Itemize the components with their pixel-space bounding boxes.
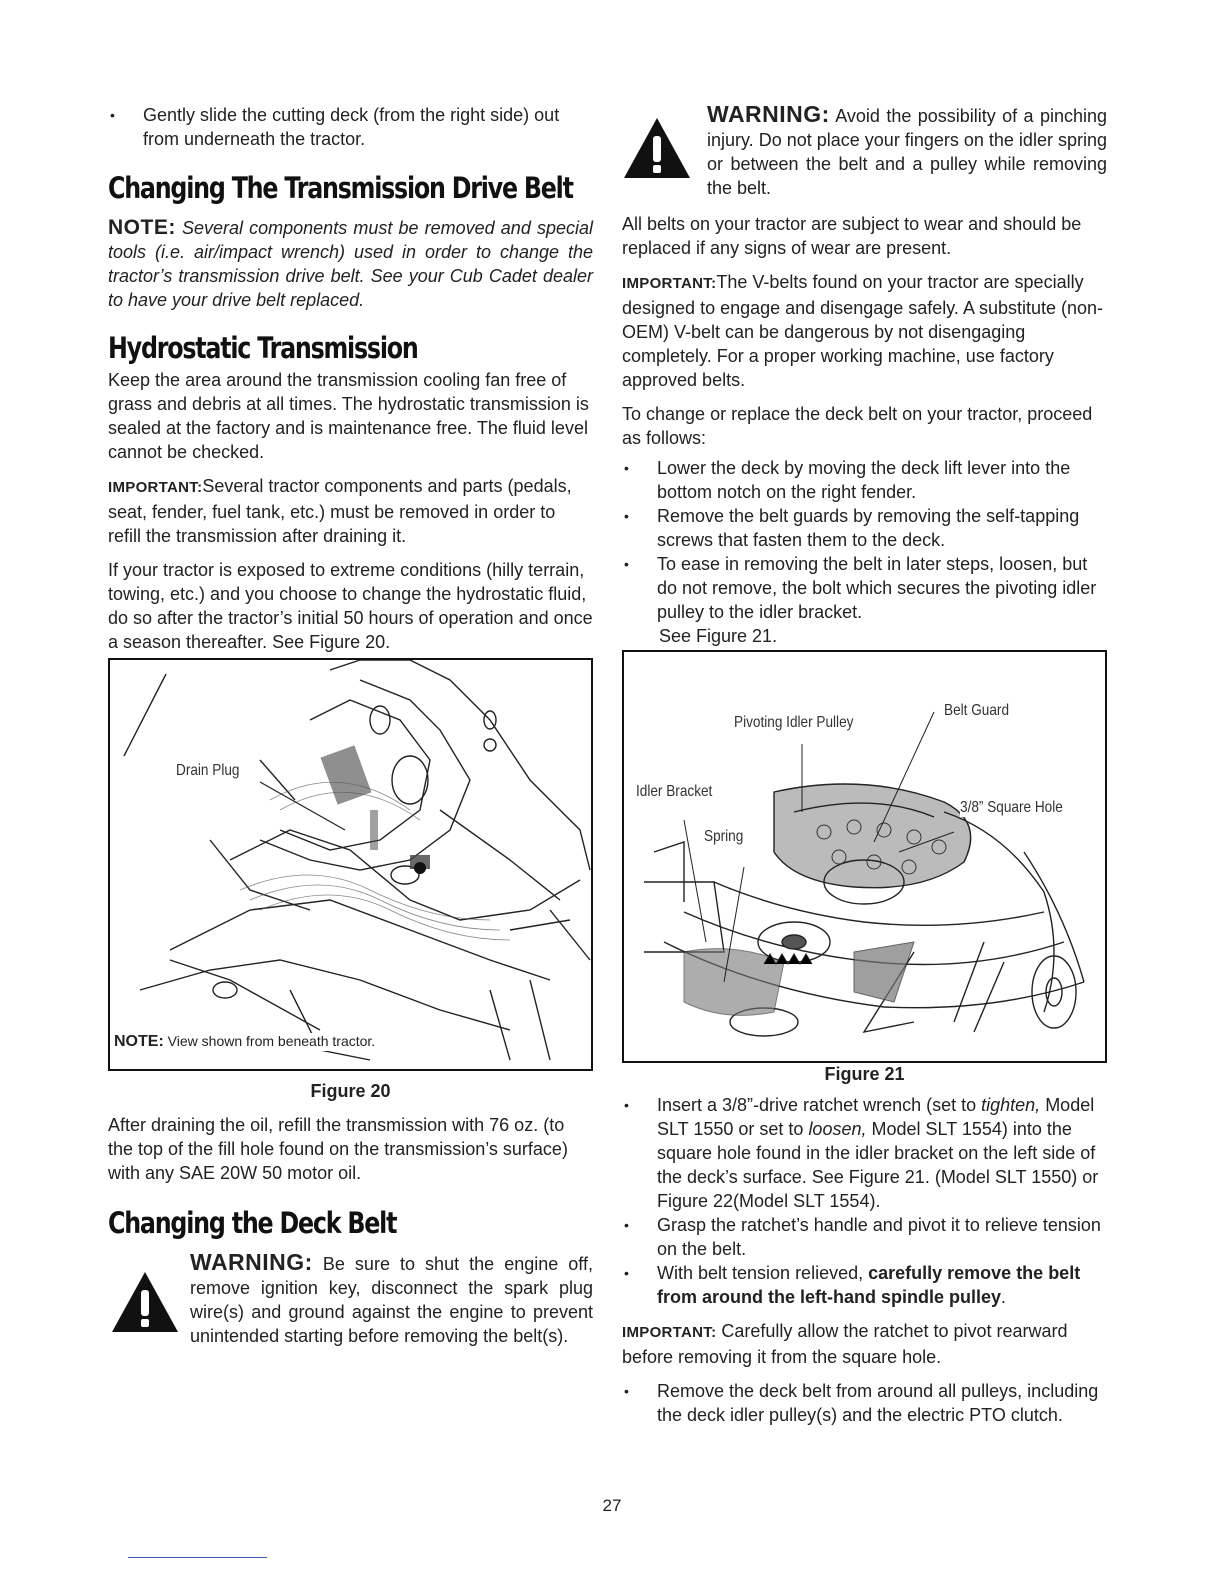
- heading-hydrostatic: Hydrostatic Transmission: [108, 331, 418, 365]
- warning-triangle-icon: [110, 1270, 180, 1334]
- figure-20-caption: Figure 20: [310, 1081, 391, 1101]
- bullet-insert-wrench: [622, 1093, 1107, 1213]
- important-text: The V-belts found on your tractor are specially designed to engage and disengage safely. A substitute (non-OEM) V-belt can be dangerous by not disengaging completely. For a proper working machine, use factory approved belts.: [622, 272, 1104, 390]
- important-ratchet: [622, 1319, 1107, 1369]
- transmission-illustration: [110, 660, 591, 1069]
- warning-body: Be sure to shut the engine off, remove ignition key, disconnect the spark plug wire(s) and ground against the engine to prevent unintended starting before removing the belt(s).: [190, 1254, 593, 1346]
- warning-engine: [108, 1250, 593, 1348]
- deck-illustration: [624, 652, 1105, 1061]
- important-vbelts: [622, 270, 1107, 392]
- footer-line: [128, 1557, 267, 1558]
- label-pivoting-idler-pulley: Pivoting Idler Pulley: [734, 714, 854, 731]
- warning-body: Avoid the possibility of a pinching injury. Do not place your fingers on the idler spring or between the belt and a pulley while removing the belt.: [707, 106, 1107, 198]
- figure-20: [108, 658, 593, 1071]
- figure-21-caption: Figure 21: [824, 1064, 905, 1084]
- insert-tighten: tighten,: [981, 1095, 1041, 1115]
- bullet-remove-belt-spindle: [622, 1261, 1107, 1309]
- to-change-paragraph: To change or replace the deck belt on your tractor, proceed as follows:: [622, 404, 1093, 448]
- bullet-remove-guards: • Remove the belt guards by removing the self-tapping screws that fasten them to the deck.: [622, 504, 1107, 552]
- note-text: Several components must be removed and special tools (i.e. air/impact wrench) used in order to change the tractor’s transmission drive belt. See your Cub Cadet dealer to have your drive belt replaced.: [108, 218, 593, 310]
- figure-21: [622, 650, 1107, 1063]
- with-text-a: With belt tension relieved,: [657, 1263, 869, 1283]
- page-number: 27: [602, 1496, 622, 1515]
- important-label: IMPORTANT:: [622, 275, 717, 292]
- with-text-end: .: [1001, 1287, 1007, 1307]
- figure-20-note: [114, 1033, 379, 1051]
- important-text: Several tractor components and parts (pedals, seat, fender, fuel tank, etc.) must be removed in order to refill the transmission after draining it.: [108, 476, 572, 546]
- insert-text-b: Model SLT 1550 or set to: [657, 1095, 1095, 1139]
- important-refill: [108, 474, 593, 548]
- bullet-loosen-bolt: • To ease in removing the belt in later steps, loosen, but do not remove, the bolt which secures the pivoting idler pulley to the idler bracket.: [622, 552, 1107, 624]
- important-label: IMPORTANT:: [108, 479, 203, 496]
- heading-transmission-belt: Changing The Transmission Drive Belt: [108, 171, 573, 205]
- label-square-hole: 3/8” Square Hole: [960, 799, 1063, 816]
- insert-text-c: Model SLT 1554) into the square hole found in the idler bracket on the left side of the deck’s surface. See Figure 21. (Model SLT 1550) or Figure 22(Model SLT 1554).: [657, 1119, 1099, 1211]
- warning-engine-text: [190, 1250, 593, 1348]
- label-drain-plug: Drain Plug: [176, 762, 240, 779]
- insert-loosen: loosen,: [808, 1119, 867, 1139]
- intro-bullet: • Gently slide the cutting deck (from the right side) out from underneath the tractor.: [108, 103, 593, 151]
- hydro-paragraph-1: Keep the area around the transmission cooling fan free of grass and debris at all times. The hydrostatic transmission is sealed at the factory and is maintenance free. The fluid level cannot be checked.: [108, 370, 589, 462]
- with-text-bold: carefully remove the belt from around the left-hand spindle pulley: [657, 1263, 1081, 1307]
- figure-20-note-label: NOTE:: [114, 1033, 164, 1050]
- label-idler-bracket: Idler Bracket: [636, 783, 713, 800]
- right-column: [622, 100, 1107, 1427]
- important-label: IMPORTANT:: [622, 1324, 717, 1341]
- warning-label: WARNING:: [707, 101, 830, 127]
- bullet-grasp-ratchet: • Grasp the ratchet’s handle and pivot it to relieve tension on the belt.: [622, 1213, 1107, 1261]
- heading-deck-belt: Changing the Deck Belt: [108, 1206, 397, 1240]
- after-drain-paragraph: After draining the oil, refill the transmission with 76 oz. (to the top of the fill hole found on the transmission’s surface) with any SAE 20W 50 motor oil.: [108, 1115, 568, 1183]
- label-belt-guard: Belt Guard: [944, 702, 1010, 719]
- important-text: Carefully allow the ratchet to pivot rearward before removing it from the square hole.: [622, 1321, 1068, 1367]
- bullet-remove-deck-belt: • Remove the deck belt from around all pulleys, including the deck idler pulley(s) and the electric PTO clutch.: [622, 1379, 1107, 1427]
- left-column: [108, 100, 593, 1348]
- warning-triangle-icon: [622, 116, 692, 180]
- belts-wear-paragraph: All belts on your tractor are subject to wear and should be replaced if any signs of wear are present.: [622, 214, 1082, 258]
- note-transmission: [108, 216, 593, 312]
- warning-pinch-text: [707, 102, 1107, 200]
- warning-label: WARNING:: [190, 1249, 313, 1275]
- warning-pinch: [622, 102, 1107, 200]
- insert-text-a: Insert a 3/8”-drive ratchet wrench (set to: [657, 1095, 982, 1115]
- label-spring: Spring: [704, 828, 744, 845]
- note-label: NOTE:: [108, 216, 176, 239]
- figure-20-note-text: View shown from beneath tractor.: [167, 1033, 376, 1049]
- bullet-lower-deck: • Lower the deck by moving the deck lift lever into the bottom notch on the right fender.: [622, 456, 1107, 504]
- hydro-paragraph-2: If your tractor is exposed to extreme conditions (hilly terrain, towing, etc.) and you choose to change the hydrostatic fluid, do so after the tractor’s initial 50 hours of operation and once a season thereafter. See Figure 20.: [108, 560, 593, 652]
- see-figure-21: See Figure 21.: [659, 626, 778, 646]
